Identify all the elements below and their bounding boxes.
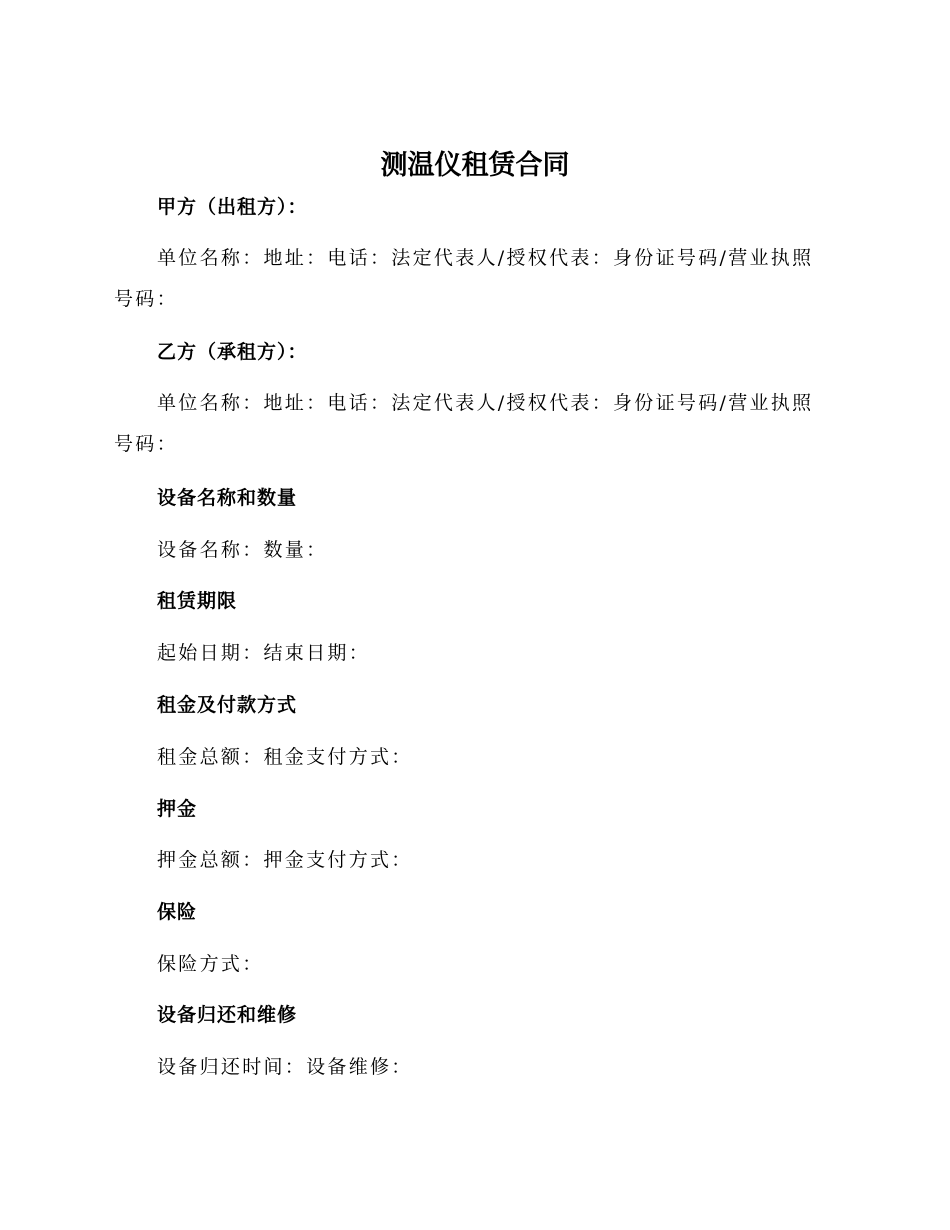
section-heading-deposit: 押金: [157, 798, 198, 820]
party-a-details: 单位名称：地址：电话：法定代表人/授权代表：身份证号码/营业执照号码：: [114, 247, 814, 310]
section-heading-equipment: 设备名称和数量: [157, 487, 298, 509]
section-content-deposit: 押金总额：押金支付方式：: [157, 849, 413, 871]
section-heading-insurance: 保险: [157, 901, 198, 923]
party-a-heading: 甲方（出租方）：: [157, 196, 308, 218]
section-heading-lease-term: 租赁期限: [157, 590, 238, 612]
document-title: 测温仪租赁合同: [380, 150, 570, 181]
section-content-return-maintenance: 设备归还时间：设备维修：: [157, 1056, 413, 1078]
section-content-insurance: 保险方式：: [157, 953, 264, 975]
section-content-lease-term: 起始日期：结束日期：: [157, 642, 371, 664]
party-b-heading: 乙方（承租方）：: [157, 341, 308, 363]
section-heading-return-maintenance: 设备归还和维修: [157, 1004, 298, 1026]
section-content-rent-payment: 租金总额：租金支付方式：: [157, 746, 413, 768]
section-heading-rent-payment: 租金及付款方式: [157, 694, 298, 716]
party-b-details: 单位名称：地址：电话：法定代表人/授权代表：身份证号码/营业执照号码：: [114, 392, 814, 455]
section-content-equipment: 设备名称：数量：: [157, 539, 328, 561]
